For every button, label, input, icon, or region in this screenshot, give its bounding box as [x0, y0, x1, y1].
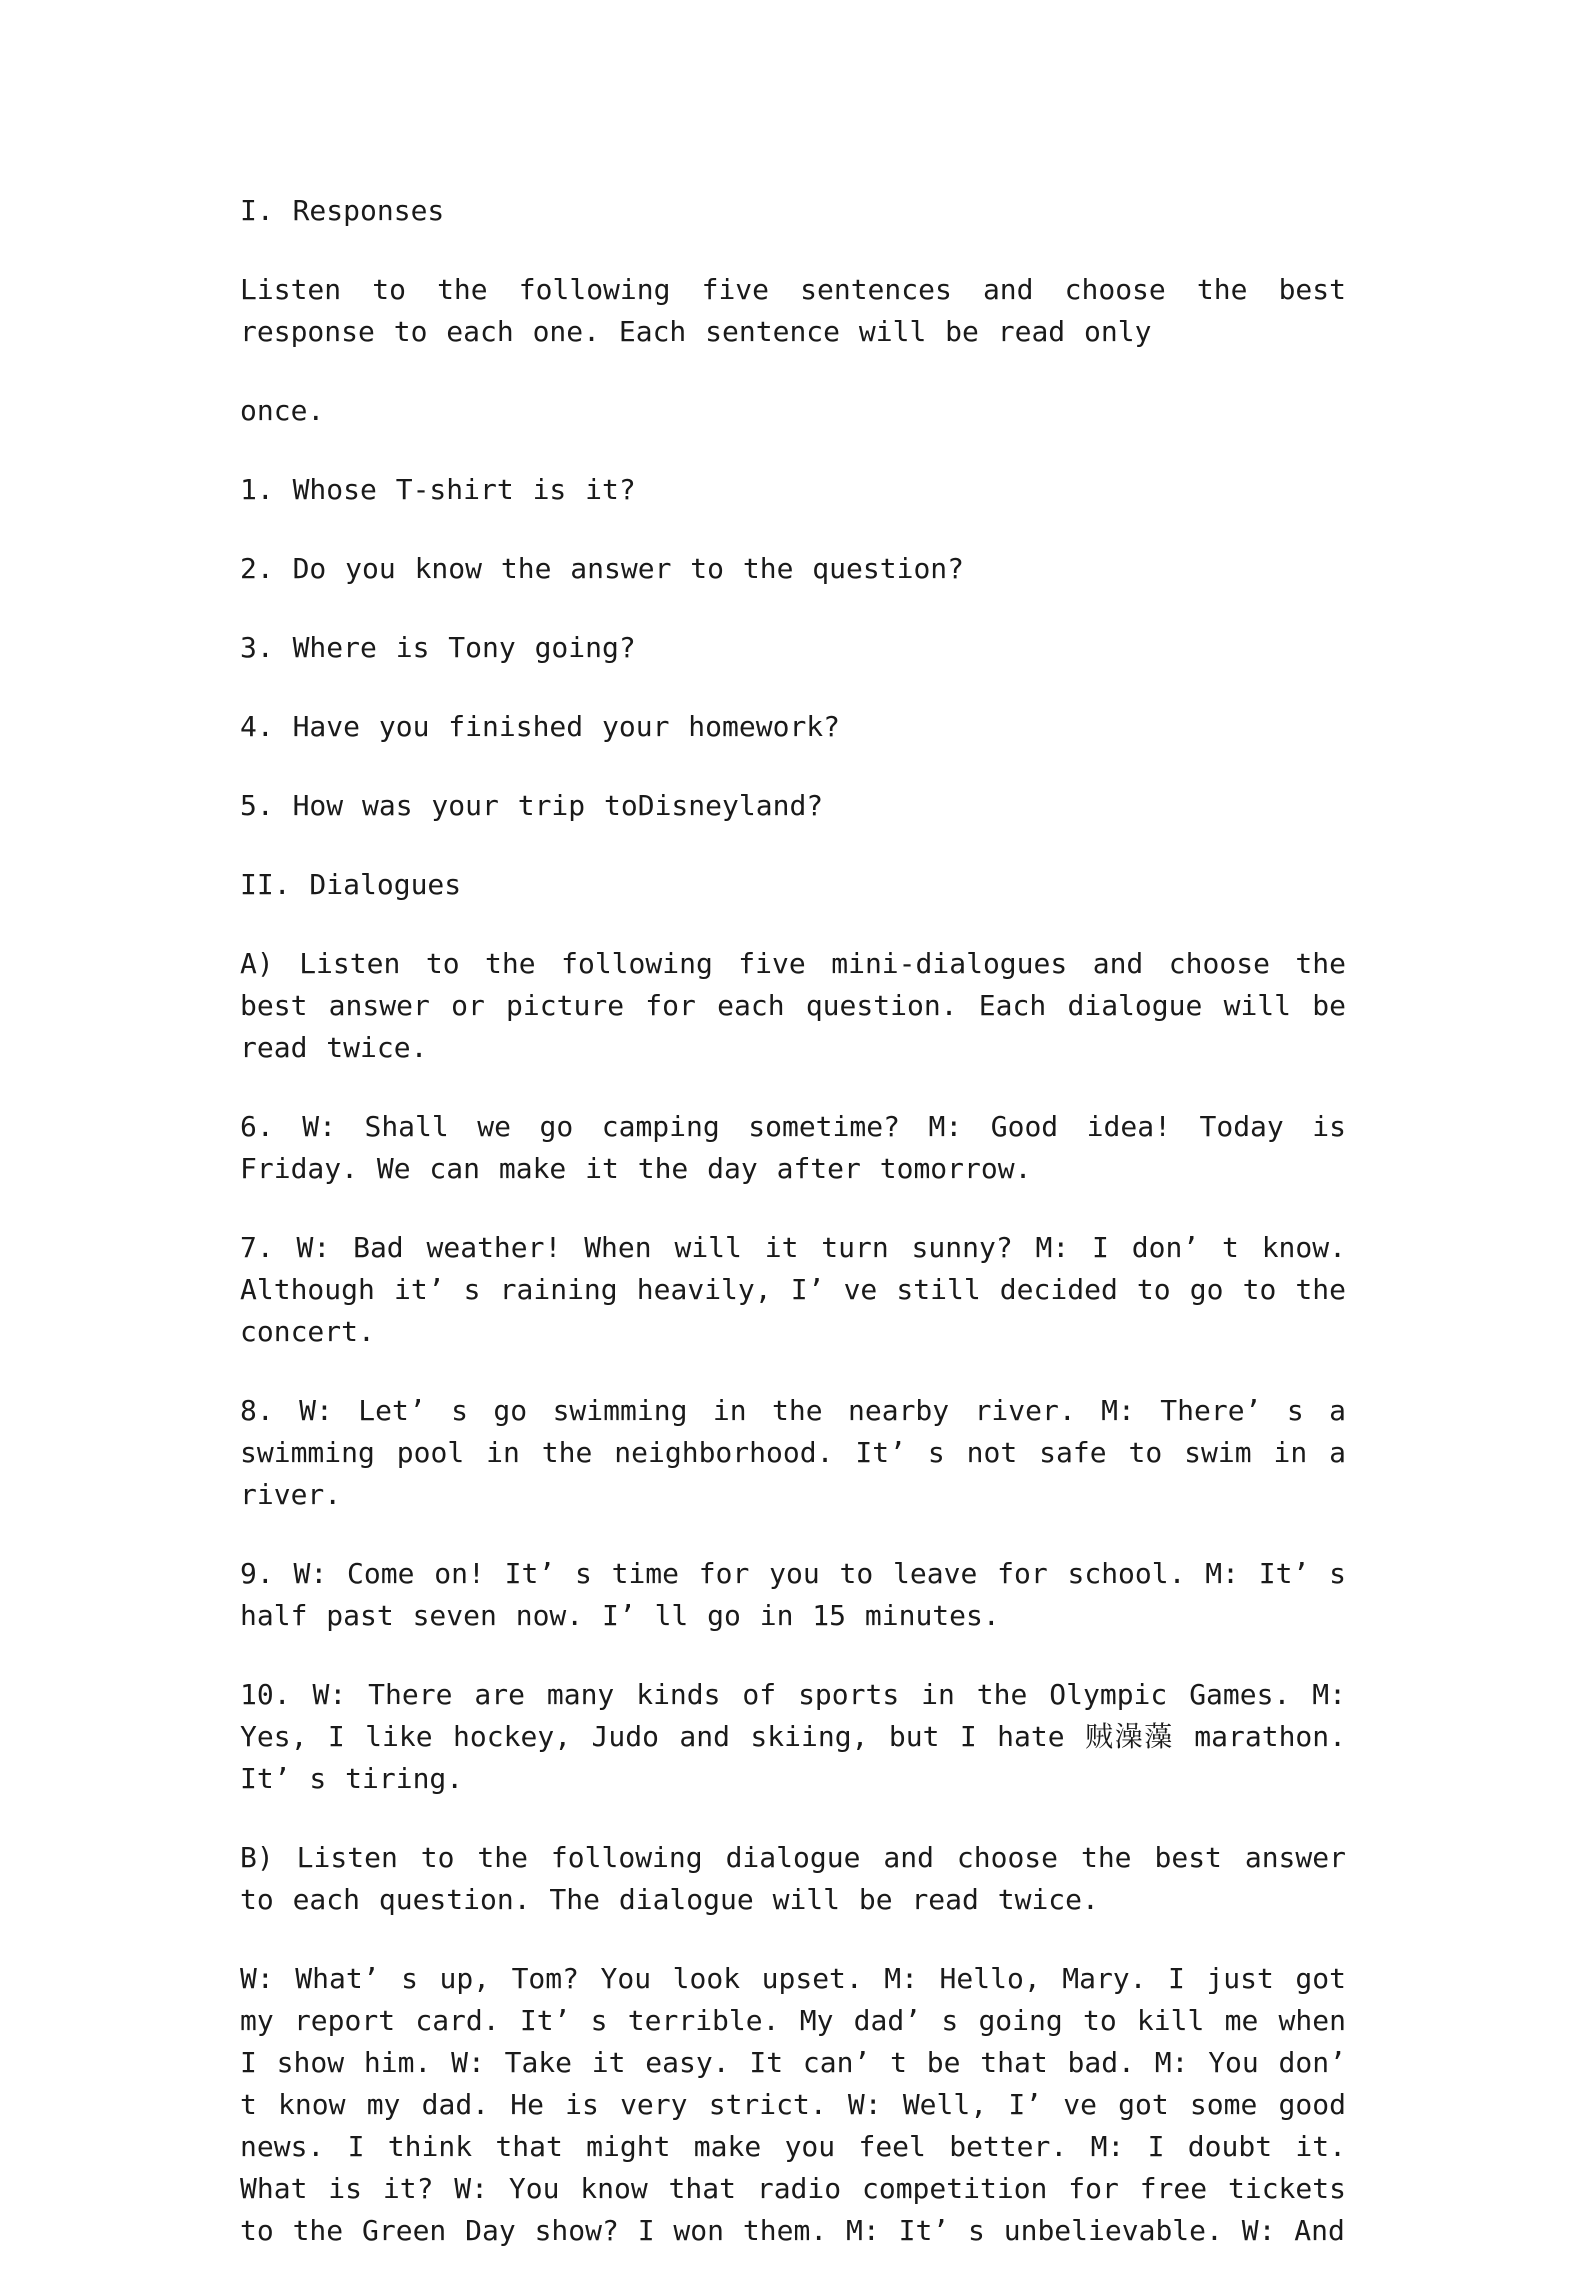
long-dialogue: W: What’ s up, Tom? You look upset. M: Hello, Mary. I just got my report card. It’ s terrible. My dad’ s going to kill me when I show him. W: Take it easy. It can’ t be that bad. M: You don’ t know my dad. He is very strict. W: Well, I’ ve got some good news. I think that might make you feel better. M: I doubt it. What is it? W: You know that radio competition for free tickets to the Green Day show? I won them. M: It’ s unbelievable. W: And — [240, 1962, 1346, 2247]
question-item: 1. Whose T-shirt is it? — [240, 473, 636, 506]
question-item: 4. Have you finished your homework? — [240, 710, 841, 743]
document-page — [240, 190, 1346, 2289]
section-heading-responses: I. Responses — [240, 194, 445, 227]
instructions-continuation: once. — [240, 394, 325, 427]
instructions-dialogues-b: B) Listen to the following dialogue and choose the best answer to each question. The dialogue will be read twice. — [240, 1841, 1346, 1916]
question-item: 5. How was your trip toDisneyland? — [240, 789, 824, 822]
question-item: 2. Do you know the answer to the question? — [240, 552, 965, 585]
dialogue-item: 7. W: Bad weather! When will it turn sunny? M: I don’ t know. Although it’ s raining heavily, I’ ve still decided to go to the concert. — [240, 1231, 1346, 1348]
dialogue-item: 10. W: There are many kinds of sports in the Olympic Games. M: Yes, I like hockey, Judo and skiing, but I hate 贼澡藻 marathon. It’ s tiring. — [240, 1678, 1346, 1795]
instructions-dialogues-a: A) Listen to the following five mini-dialogues and choose the best answer or picture for each question. Each dialogue will be read twice. — [240, 947, 1346, 1064]
instructions-responses: Listen to the following five sentences and choose the best response to each one. Each sentence will be read only — [240, 273, 1346, 348]
dialogue-item: 6. W: Shall we go camping sometime? M: Good idea! Today is Friday. We can make it the day after tomorrow. — [240, 1110, 1346, 1185]
question-item: 3. Where is Tony going? — [240, 631, 636, 664]
dialogue-item: 8. W: Let’ s go swimming in the nearby river. M: There’ s a swimming pool in the neighborhood. It’ s not safe to swim in a river. — [240, 1394, 1346, 1511]
section-heading-dialogues: II. Dialogues — [240, 868, 462, 901]
dialogue-item: 9. W: Come on! It’ s time for you to leave for school. M: It’ s half past seven now. I’ ll go in 15 minutes. — [240, 1557, 1346, 1632]
